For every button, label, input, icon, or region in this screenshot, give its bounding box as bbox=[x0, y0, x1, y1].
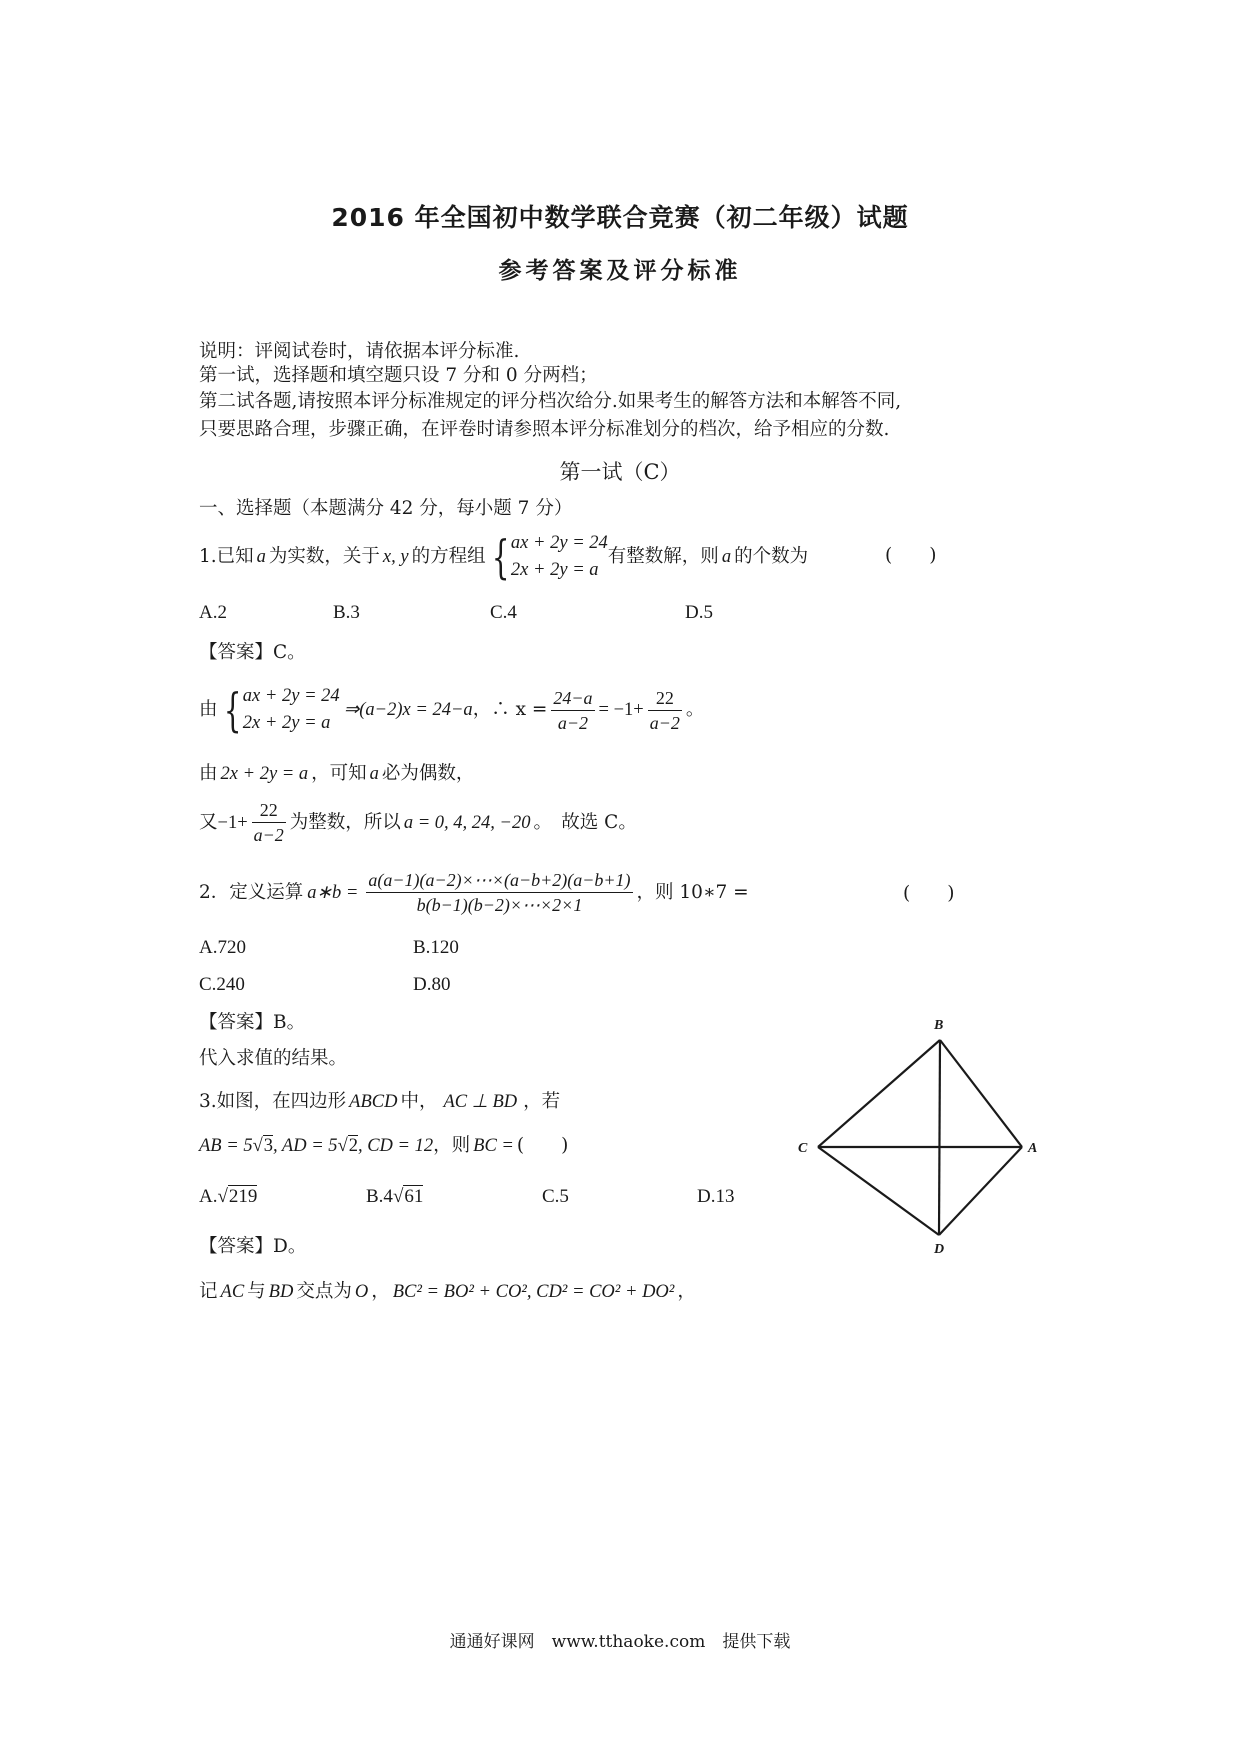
q1-text-3: 有整数解，则 bbox=[607, 546, 719, 567]
q3-given-ad: , AD = 5 bbox=[273, 1136, 338, 1156]
q1-frac1-denominator: a−2 bbox=[557, 712, 589, 733]
q1-sol-brace: { bbox=[223, 683, 241, 737]
q3-solution bbox=[199, 1280, 696, 1304]
doc-subtitle: 参考答案及评分标准 bbox=[498, 258, 742, 284]
q1-line2-c: 必为偶数， bbox=[381, 763, 475, 784]
q3-option-b-root: 61 bbox=[404, 1186, 424, 1207]
q1-eq-1: ax + 2y = 24 bbox=[510, 533, 608, 553]
q1-line3-numerator: 22 bbox=[252, 800, 286, 823]
q3-sol-o: O bbox=[354, 1282, 369, 1302]
q1-line2-var-a: a bbox=[369, 764, 379, 784]
q1-option-c: C.4 bbox=[490, 602, 517, 623]
q1-sol-eq-1: ax + 2y = 24 bbox=[242, 686, 340, 706]
q1-stem bbox=[199, 530, 808, 584]
q3-option-d: D.13 bbox=[697, 1186, 735, 1207]
q3-sol-bd: BD bbox=[268, 1282, 294, 1302]
q1-prefix: 1.已知 bbox=[199, 546, 254, 567]
q3-quad: ABCD bbox=[349, 1092, 398, 1112]
q2-denominator: b(b−1)(b−2)×⋯×2×1 bbox=[416, 895, 583, 915]
q1-text-4: 的个数为 bbox=[734, 546, 809, 567]
q3-sol-c: 交点为 bbox=[296, 1281, 352, 1302]
q3-given-ab-root: 3 bbox=[263, 1136, 273, 1156]
q1-var-a2: a bbox=[721, 547, 732, 567]
q3-prefix: 3.如图，在四边形 bbox=[199, 1091, 347, 1112]
q3-option-c: C.5 bbox=[542, 1186, 569, 1207]
doc-title: 2016 年全国初中数学联合竞赛（初二年级）试题 bbox=[331, 203, 909, 232]
q3-sol-b: 与 bbox=[247, 1281, 266, 1302]
q1-line3-eq: a = 0, 4, 24, −20 bbox=[403, 812, 531, 833]
q1-text-2: 的方程组 bbox=[411, 546, 486, 567]
q1-frac1-numerator: 24−a bbox=[551, 688, 594, 711]
part-title: 一、选择题（本题满分 42 分，每小题 7 分） bbox=[199, 498, 573, 519]
q2-option-a: A.720 bbox=[199, 937, 246, 958]
edge-bc bbox=[818, 1040, 940, 1147]
q2-stem bbox=[199, 870, 749, 915]
note-line-2: 第一试，选择题和填空题只设 7 分和 0 分两档； bbox=[199, 365, 598, 386]
q3-option-a-label: A. bbox=[199, 1186, 218, 1207]
quadrilateral-figure bbox=[790, 1010, 1060, 1260]
q3-perp: AC ⊥ BD bbox=[443, 1092, 518, 1112]
q1-sol-eq: = −1+ bbox=[598, 700, 644, 720]
q1-sol-eq-2: 2x + 2y = a bbox=[242, 713, 331, 733]
q2-numerator: a(a−1)(a−2)×⋯×(a−b+2)(a−b+1) bbox=[366, 870, 632, 893]
q1-var-a: a bbox=[256, 547, 266, 567]
diagonal-bd bbox=[939, 1040, 940, 1235]
q3-given-cd: , CD = 12 bbox=[357, 1136, 434, 1156]
q3-sol-d: ， bbox=[371, 1281, 390, 1302]
q1-equation-system bbox=[511, 530, 608, 584]
q1-sol-prefix: 由 bbox=[199, 699, 218, 720]
q1-frac2-denominator: a−2 bbox=[649, 712, 680, 733]
q1-system-brace: { bbox=[491, 530, 510, 584]
edge-ad bbox=[939, 1147, 1022, 1235]
q1-line3-fraction bbox=[252, 800, 286, 845]
q3-stem-line-1 bbox=[199, 1090, 560, 1114]
vertex-label-b: B bbox=[934, 1018, 944, 1033]
vertex-label-c: C bbox=[798, 1141, 808, 1156]
q1-sol-end: 。 bbox=[685, 699, 705, 720]
q1-sol-arrow: ⇒(a−2)x = 24−a bbox=[343, 700, 473, 720]
q3-given-ad-root: 2 bbox=[348, 1136, 358, 1156]
vertex-label-a: A bbox=[1028, 1141, 1038, 1156]
q3-end: ，若 bbox=[523, 1091, 561, 1112]
note-line-4: 只要思路合理，步骤正确，在评卷时请参照本评分标准划分的档次，给予相应的分数. bbox=[199, 419, 890, 440]
q3-ask: ，则 bbox=[433, 1135, 471, 1156]
q3-ask-bc: BC = bbox=[473, 1136, 514, 1156]
q2-answer-paren: ( ) bbox=[903, 883, 955, 904]
q1-solution-line-3 bbox=[199, 800, 637, 845]
q3-answer-paren: ( ) bbox=[516, 1135, 569, 1156]
q3-mid: 中， bbox=[400, 1091, 438, 1112]
q2-fraction bbox=[366, 870, 632, 915]
q3-option-b-label: B.4 bbox=[366, 1186, 393, 1207]
q1-frac2-numerator: 22 bbox=[648, 688, 682, 711]
q1-option-d: D.5 bbox=[685, 602, 713, 623]
q1-line3-denominator: a−2 bbox=[253, 825, 284, 845]
note-line-3: 第二试各题,请按照本评分标准规定的评分档次给分.如果考生的解答方法和本解答不同, bbox=[199, 391, 902, 412]
q1-solution-line-2 bbox=[199, 762, 474, 786]
footer-credit: 通通好课网 www.tthaoke.com 提供下载 bbox=[449, 1632, 791, 1652]
q1-line3-pre: −1+ bbox=[217, 812, 248, 833]
q1-line2-a: 由 bbox=[199, 763, 218, 784]
q3-option-a: A.√219 bbox=[199, 1186, 258, 1207]
q1-line2-b: ，可知 bbox=[311, 763, 367, 784]
vertex-label-d: D bbox=[934, 1242, 945, 1257]
q1-sol-therefore: ，∴ x = bbox=[472, 699, 548, 720]
q1-var-xy: x, y bbox=[382, 547, 409, 567]
q1-solution-line-1 bbox=[199, 683, 704, 737]
q3-answer: 【答案】D。 bbox=[199, 1236, 307, 1257]
q2-explanation: 代入求值的结果。 bbox=[199, 1048, 348, 1069]
q1-line3-c: 。 故选 C。 bbox=[533, 811, 637, 833]
edge-ba bbox=[940, 1040, 1022, 1147]
q3-sol-eq: BC² = BO² + CO², CD² = CO² + DO² bbox=[392, 1282, 675, 1302]
q1-sol-system bbox=[243, 683, 340, 737]
q2-suffix: ，则 10∗7 = bbox=[636, 881, 749, 903]
note-line-1: 说明：评阅试卷时，请依据本评分标准. bbox=[199, 341, 520, 362]
q1-answer-paren: ( ) bbox=[885, 545, 937, 566]
q2-option-d: D.80 bbox=[413, 974, 451, 995]
edge-cd bbox=[818, 1147, 939, 1235]
q1-option-a: A.2 bbox=[199, 602, 227, 623]
section-title: 第一试（C） bbox=[559, 460, 681, 484]
q1-sol-fraction-1 bbox=[551, 688, 594, 733]
q3-stem-line-2: AB = 5√3, AD = 5√2, CD = 12，则 BC = ( ) bbox=[199, 1135, 569, 1156]
q1-line3-b: 为整数，所以 bbox=[289, 811, 401, 833]
q2-option-b: B.120 bbox=[413, 937, 459, 958]
q2-answer: 【答案】B。 bbox=[199, 1012, 306, 1033]
q3-sol-end: ， bbox=[677, 1281, 696, 1302]
q2-lhs: a∗b = bbox=[307, 882, 359, 903]
q1-text-1: 为实数，关于 bbox=[268, 546, 380, 567]
q2-option-c: C.240 bbox=[199, 974, 245, 995]
q1-eq-2: 2x + 2y = a bbox=[510, 560, 599, 580]
q3-option-a-root: 219 bbox=[228, 1186, 258, 1207]
q3-given-ab: AB = 5 bbox=[199, 1136, 253, 1156]
q3-sol-ac: AC bbox=[220, 1282, 245, 1302]
q1-line2-eq: 2x + 2y = a bbox=[220, 764, 309, 784]
q1-line3-a: 又 bbox=[199, 811, 218, 833]
q1-answer: 【答案】C。 bbox=[199, 642, 306, 663]
q2-prefix: 2．定义运算 bbox=[199, 881, 304, 903]
q3-option-b: B.4√61 bbox=[366, 1186, 424, 1207]
q1-sol-fraction-2 bbox=[648, 688, 682, 733]
q3-sol-a: 记 bbox=[199, 1281, 218, 1302]
q1-option-b: B.3 bbox=[333, 602, 360, 623]
